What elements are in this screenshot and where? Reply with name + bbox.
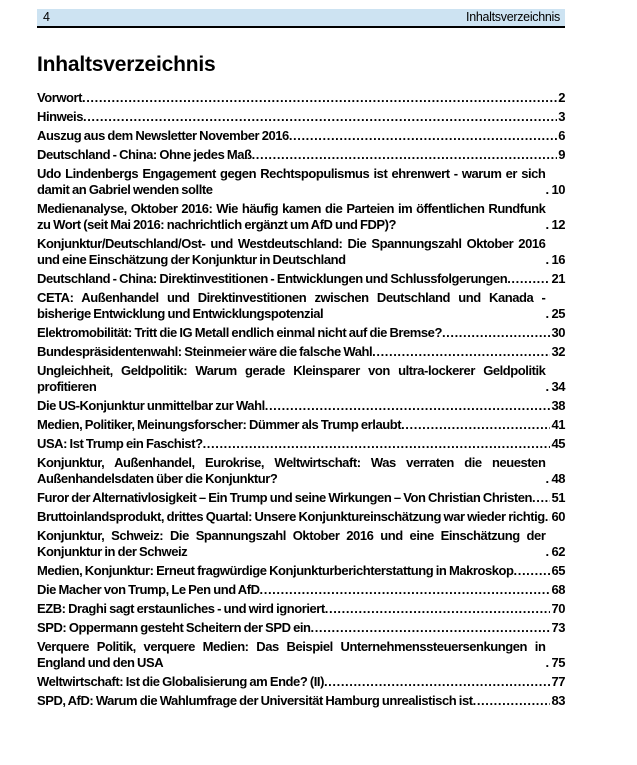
toc-entry-page-number: 77 bbox=[551, 674, 565, 689]
page-title: Inhaltsverzeichnis bbox=[37, 53, 216, 76]
toc-entry[interactable] bbox=[37, 109, 565, 125]
toc-entry-page-number: 32 bbox=[551, 344, 565, 359]
toc-entry-page-number: 38 bbox=[551, 398, 565, 413]
toc-entry[interactable] bbox=[37, 490, 565, 506]
toc-entry-title: Furor der Alternativlosigkeit – Ein Trump und seine Wirkungen – Von Christian Christen bbox=[37, 490, 533, 505]
toc-entry-page-number: 16 bbox=[551, 252, 565, 267]
toc-entry-page-number: 6 bbox=[558, 128, 565, 143]
header-section-title: Inhaltsverzeichnis bbox=[466, 10, 560, 24]
toc-entry-page-number: 83 bbox=[551, 693, 565, 708]
toc-entry[interactable] bbox=[37, 436, 565, 452]
toc-entry-page-number: 9 bbox=[558, 147, 565, 162]
toc-entry[interactable] bbox=[37, 639, 565, 671]
toc-entry-title: Hinweis bbox=[37, 109, 83, 124]
dot-leader bbox=[311, 620, 551, 636]
toc-entry[interactable] bbox=[37, 563, 565, 579]
toc-entry-title: Ungleichheit, Geldpolitik: Warum gerade Kleinsparer von ultra-lockerer Geldpolitik profitieren bbox=[37, 363, 546, 394]
dot-leader bbox=[260, 582, 551, 598]
dot-leader bbox=[203, 436, 551, 452]
dot-leader bbox=[324, 674, 550, 690]
toc-entry[interactable] bbox=[37, 363, 565, 395]
toc-entry-page-number: 25 bbox=[551, 306, 565, 321]
toc-entry-page-number: 2 bbox=[558, 90, 565, 105]
toc-entry[interactable] bbox=[37, 147, 565, 163]
dot-leader bbox=[83, 109, 557, 125]
toc-entry-title: SPD: Oppermann gesteht Scheitern der SPD ein bbox=[37, 620, 311, 635]
toc-entry-title: Bruttoinlandsprodukt, drittes Quartal: Unsere Konjunktureinschätzung war wieder richtig bbox=[37, 509, 545, 524]
toc-entry-title: Udo Lindenbergs Engagement gegen Rechtspopulismus ist ehrenwert - warum er sich damit an Gabriel wenden sollte bbox=[37, 166, 546, 197]
toc-entry[interactable] bbox=[37, 128, 565, 144]
toc-entry[interactable] bbox=[37, 271, 565, 287]
toc-entry-page-number: 65 bbox=[551, 563, 565, 578]
toc-entry-page-number: 70 bbox=[551, 601, 565, 616]
toc-entry-page-number: 41 bbox=[551, 417, 565, 432]
dot-leader bbox=[442, 325, 550, 341]
toc-entry-title: Weltwirtschaft: Ist die Globalisierung am Ende? (II) bbox=[37, 674, 324, 689]
toc-entry-page-number: 30 bbox=[551, 325, 565, 340]
toc-entry-title: Die US-Konjunktur unmittelbar zur Wahl bbox=[37, 398, 265, 413]
toc-entry-title: Vorwort bbox=[37, 90, 82, 105]
dot-leader bbox=[514, 563, 551, 579]
toc-entry-title: Konjunktur, Außenhandel, Eurokrise, Weltwirtschaft: Was verraten die neuesten Außenhandelsdaten über die Konjunktur? bbox=[37, 455, 546, 486]
toc-entry[interactable] bbox=[37, 693, 565, 709]
toc-entry-title: Medien, Konjunktur: Erneut fragwürdige Konjunkturberichterstattung in Makroskop bbox=[37, 563, 514, 578]
toc-entry-page-number: 68 bbox=[551, 582, 565, 597]
toc-entry-page-number: 3 bbox=[558, 109, 565, 124]
toc-entry-page-number: 21 bbox=[551, 271, 565, 286]
toc-entry[interactable] bbox=[37, 290, 565, 322]
toc-entry-title: Konjunktur/Deutschland/Ost- und Westdeutschland: Die Spannungszahl Oktober 2016 und eine Einschätzung der Konjunktur in Deutschland bbox=[37, 236, 546, 267]
dot-leader bbox=[82, 90, 557, 106]
toc-entry-title: Die Macher von Trump, Le Pen und AfD bbox=[37, 582, 260, 597]
toc-entry[interactable] bbox=[37, 417, 565, 433]
toc-entry[interactable] bbox=[37, 674, 565, 690]
toc-entry-title: Verquere Politik, verquere Medien: Das Beispiel Unternehmenssteuersenkungen in England und den USA bbox=[37, 639, 546, 670]
toc-entry-title: Deutschland - China: Direktinvestitionen - Entwicklungen und Schlussfolgerungen bbox=[37, 271, 508, 286]
dot-leader bbox=[507, 271, 550, 287]
toc-entry-title: Deutschland - China: Ohne jedes Maß bbox=[37, 147, 252, 162]
toc-entry-title: Bundespräsidentenwahl: Steinmeier wäre die falsche Wahl bbox=[37, 344, 373, 359]
toc-entry-page-number: 10 bbox=[551, 182, 565, 197]
toc-entry-page-number: 60 bbox=[551, 509, 565, 524]
toc-entry-title: Auszug aus dem Newsletter November 2016 bbox=[37, 128, 289, 143]
toc-entry-title: CETA: Außenhandel und Direktinvestitionen zwischen Deutschland und Kanada - bisherige Entwicklung und Entwicklungspotenzial bbox=[37, 290, 546, 321]
dot-leader bbox=[401, 417, 550, 433]
toc-entry[interactable] bbox=[37, 528, 565, 560]
toc-entry-title: Medien, Politiker, Meinungsforscher: Dümmer als Trump erlaubt bbox=[37, 417, 402, 432]
toc-entry[interactable] bbox=[37, 601, 565, 617]
toc-entry[interactable] bbox=[37, 620, 565, 636]
running-header bbox=[37, 9, 565, 28]
dot-leader bbox=[372, 344, 550, 360]
toc-entry[interactable] bbox=[37, 455, 565, 487]
toc-entry-page-number: 48 bbox=[551, 471, 565, 486]
dot-leader bbox=[265, 398, 551, 414]
toc-entry-page-number: 62 bbox=[551, 544, 565, 559]
header-page-number: 4 bbox=[43, 10, 50, 24]
toc-entry[interactable] bbox=[37, 90, 565, 106]
toc-entry[interactable] bbox=[37, 509, 565, 525]
dot-leader bbox=[473, 693, 551, 709]
toc-entry[interactable] bbox=[37, 582, 565, 598]
toc-entry-title: EZB: Draghi sagt erstaunliches - und wird ignoriert bbox=[37, 601, 325, 616]
toc-entry-page-number: 75 bbox=[551, 655, 565, 670]
toc-list bbox=[37, 90, 565, 709]
toc-entry-title: SPD, AfD: Warum die Wahlumfrage der Universität Hamburg unrealistisch ist bbox=[37, 693, 473, 708]
dot-leader bbox=[252, 147, 558, 163]
toc-entry-page-number: 34 bbox=[551, 379, 565, 394]
toc-entry-title: Medienanalyse, Oktober 2016: Wie häufig kamen die Parteien im öffentlichen Rundfunk zu Wort (seit Mai 2016: nachrichtlich ergänzt um AfD und FDP)? bbox=[37, 201, 546, 232]
toc-entry[interactable] bbox=[37, 344, 565, 360]
dot-leader bbox=[325, 601, 551, 617]
toc-entry-title: USA: Ist Trump ein Faschist? bbox=[37, 436, 203, 451]
toc-entry[interactable] bbox=[37, 201, 565, 233]
toc-entry-title: Konjunktur, Schweiz: Die Spannungszahl Oktober 2016 und eine Einschätzung der Konjunktur in der Schweiz bbox=[37, 528, 546, 559]
dot-leader bbox=[532, 490, 550, 506]
toc-entry[interactable] bbox=[37, 166, 565, 198]
toc-entry-title: Elektromobilität: Tritt die IG Metall endlich einmal nicht auf die Bremse? bbox=[37, 325, 442, 340]
toc-entry-page-number: 51 bbox=[551, 490, 565, 505]
dot-leader bbox=[289, 128, 557, 144]
toc-entry[interactable] bbox=[37, 236, 565, 268]
toc-entry[interactable] bbox=[37, 325, 565, 341]
toc-entry-page-number: 73 bbox=[551, 620, 565, 635]
toc-entry-page-number: 45 bbox=[551, 436, 565, 451]
toc-entry-page-number: 12 bbox=[551, 217, 565, 232]
toc-entry[interactable] bbox=[37, 398, 565, 414]
